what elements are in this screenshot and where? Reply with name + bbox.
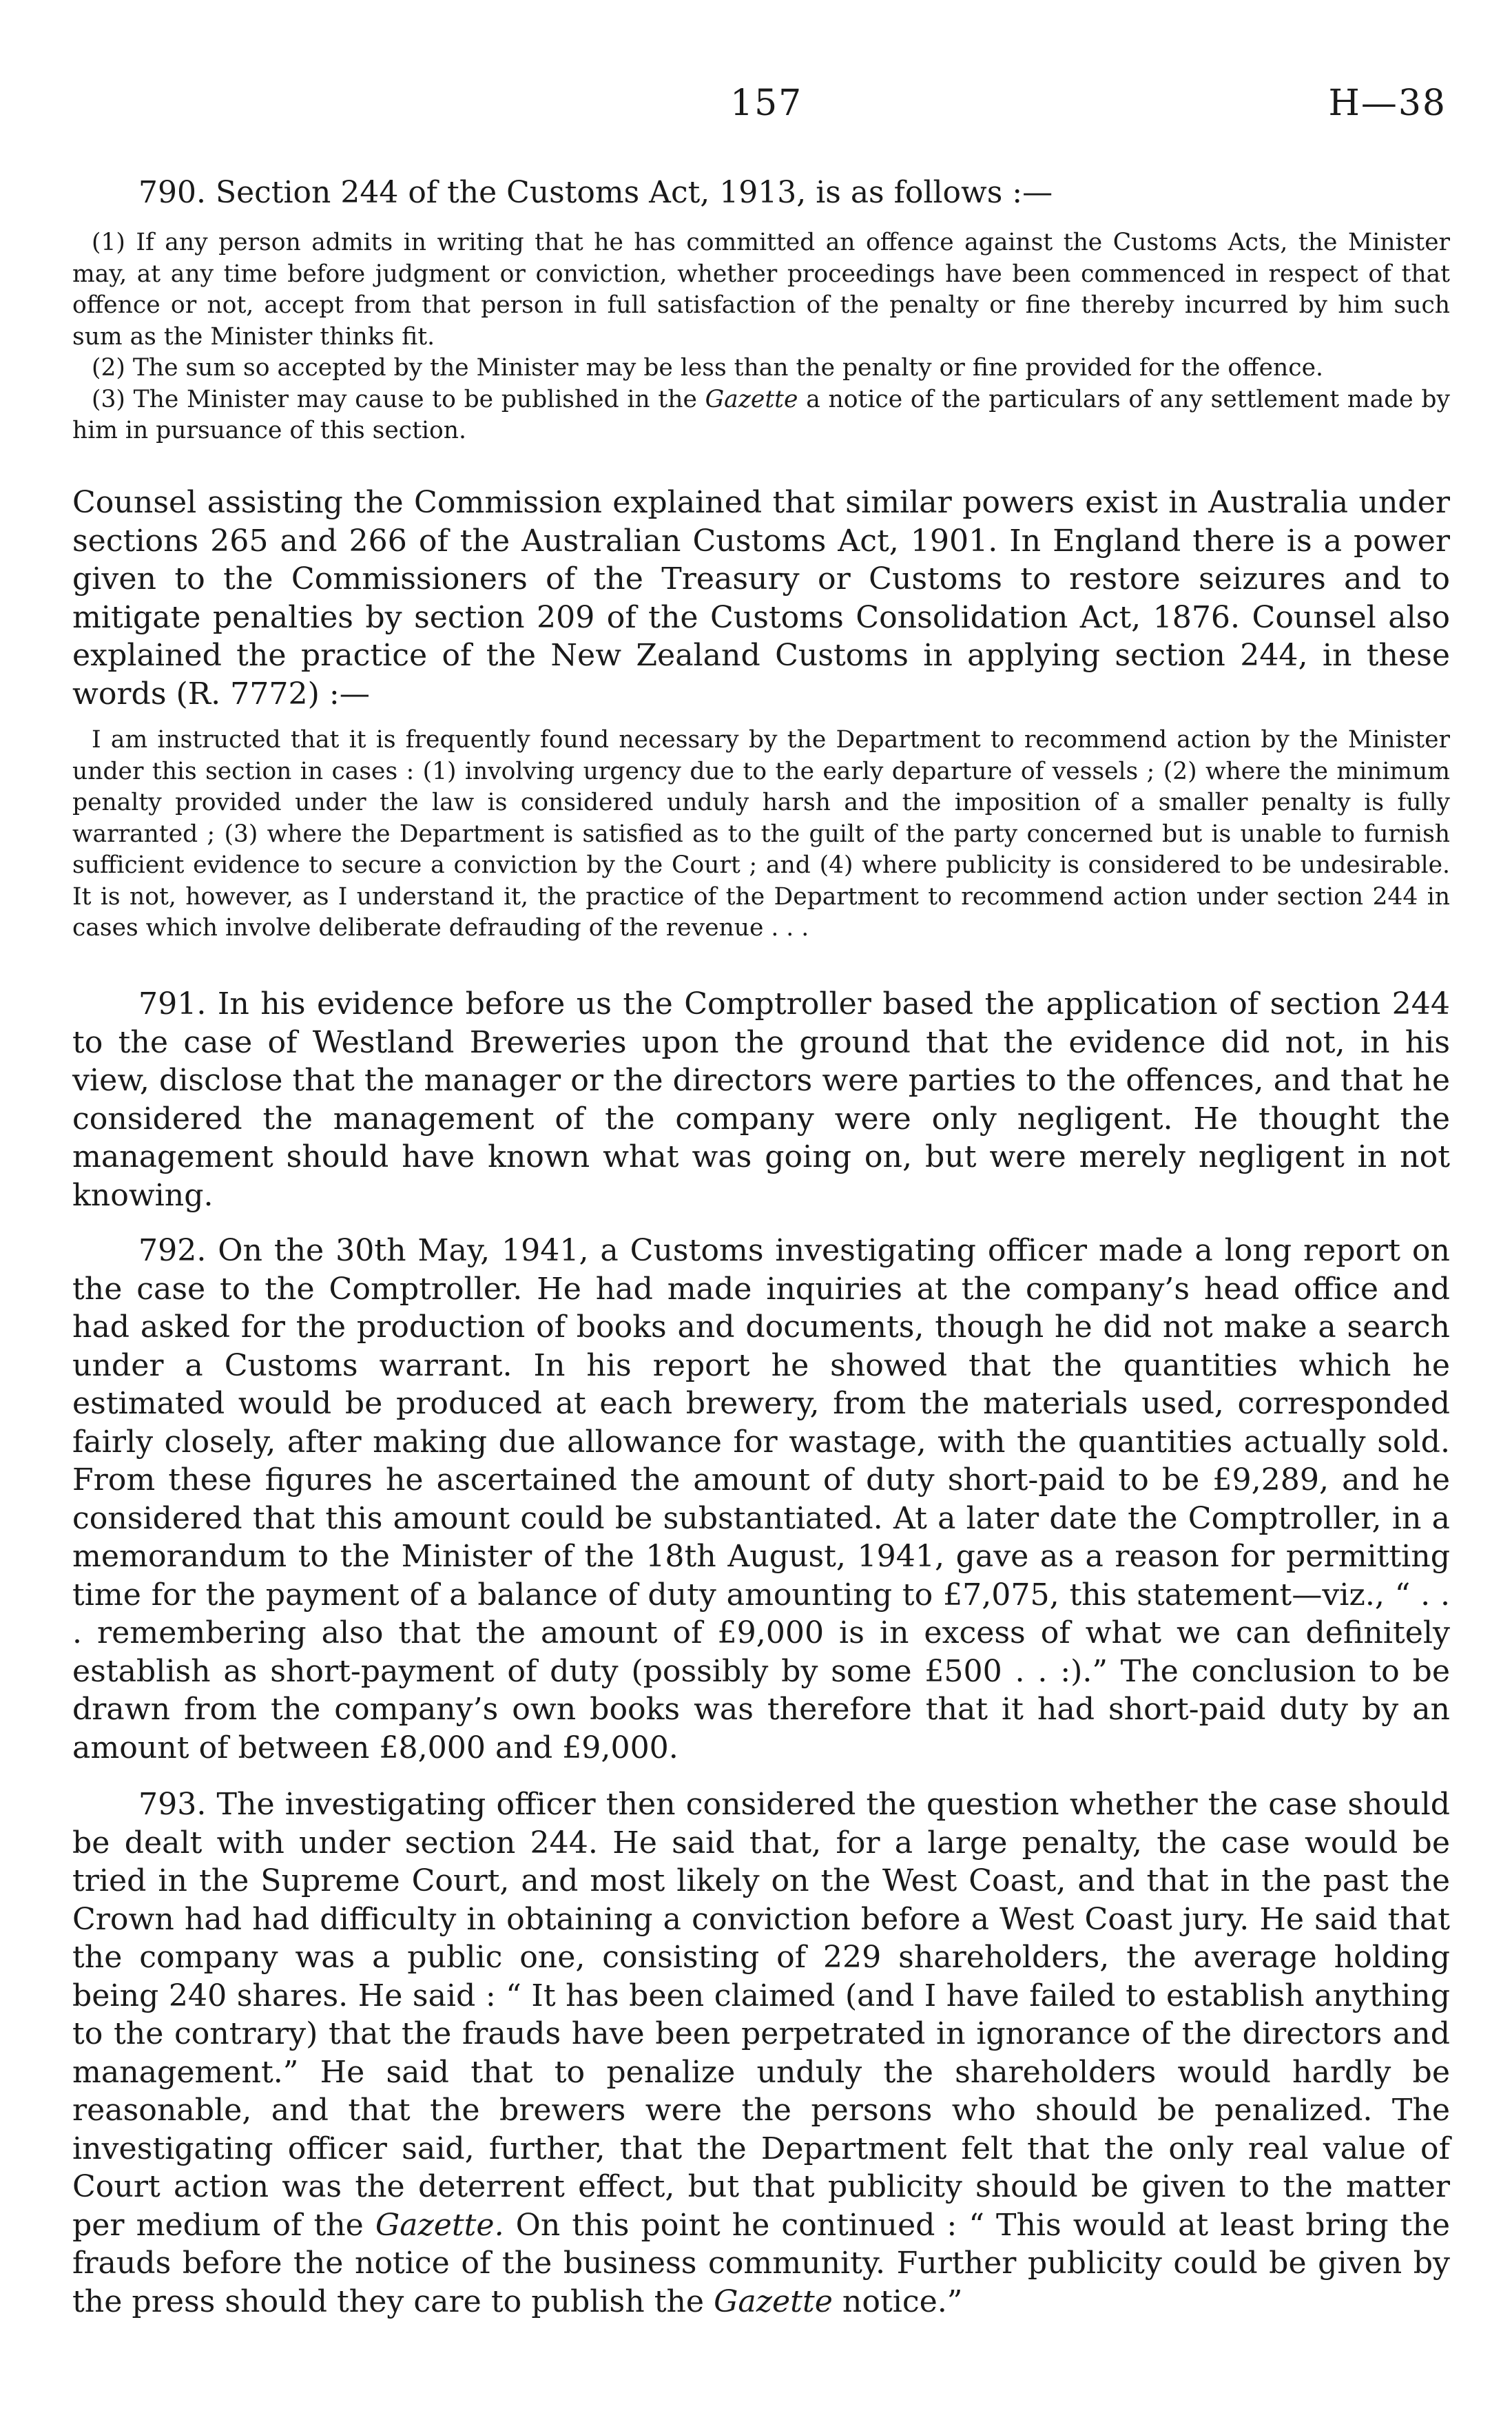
paragraph-790-intro: 790. Section 244 of the Customs Act, 1913, is as follows :— xyxy=(138,175,1053,210)
page-header xyxy=(0,83,1512,131)
subsection-3-end: a notice of the particulars of any settlement made by him in pursuance of this section. xyxy=(72,385,1450,444)
paragraph-791: 791. In his evidence before us the Comptroller based the application of section 244 to the case of Westland Breweries upon the ground that the evidence did not, in his view, disclose that the manager or the directors were parties to the offences, and that he considered the management of the company were only negligent. He thought the management should have known what was going on, but were merely negligent in not knowing. xyxy=(72,986,1450,1213)
gazette-italic-2: Gazette xyxy=(714,2283,833,2319)
subsection-2: (2) The sum so accepted by the Minister may be less than the penalty or fine provided for the offence. xyxy=(92,354,1323,382)
subsection-1: (1) If any person admits in writing that he has committed an offence against the Customs Acts, the Minister may, at any time before judgment or conviction, whether proceedings have been commenced in respect of that offence or not, accept from that person in full satisfaction of the penalty or fine thereby incurred by him such sum as the Minister thinks fit. xyxy=(72,229,1450,351)
subsection-3 xyxy=(72,384,1450,447)
document-reference: H—38 xyxy=(1328,83,1447,124)
paragraph-793-part-2: On this point he continued : “ This would at least bring the frauds before the notice of the business community. Further publicity could be given by the press should they care to publish the xyxy=(72,2207,1450,2319)
paragraph-793-part-1: 793. The investigating officer then considered the question whether the case should be dealt with under section 244. He said that, for a large penalty, the case would be tried in the Supreme Court, and most likely on the West Coast, and that in the past the Crown had had difficulty in obtaining a conviction before a West Coast jury. He said that the company was a public one, consisting of 229 shareholders, the average holding being 240 shares. He said : “ It has been claimed (and I have failed to establish anything to the contrary) that the frauds have been perpetrated in ignorance of the directors and management.” He said that to penalize unduly the shareholders would hardly be reasonable, and that the brewers were the persons who should be penalized. The investigating officer said, further, that the Department felt that the only real value of Court action was the deterrent effect, but that publicity should be given to the matter per medium of the xyxy=(72,1787,1450,2243)
gazette-italic: Gazette xyxy=(705,385,798,413)
instruction-text: I am instructed that it is frequently found necessary by the Department to recommend action by the Minister under this section in cases : (1) involving urgency due to the early departure of vessels ; (2) where the minimum penalty provided under the law is considered unduly harsh and the imposition of a smaller penalty is fully warranted ; (3) where the Department is satisfied as to the guilt of the party concerned but is unable to furnish sufficient evidence to secure a conviction by the Court ; and (4) where publicity is considered to be undesirable. It is not, however, as I understand it, the practice of the Department to recommend action under section 244 in cases which involve deliberate defrauding of the revenue . . . xyxy=(72,726,1450,942)
page-number: 157 xyxy=(730,83,803,124)
quoted-instruction xyxy=(72,725,1450,944)
quoted-section-244 xyxy=(72,227,1450,447)
paragraph-793 xyxy=(72,1785,1450,2321)
subsection-3-start: (3) The Minister may cause to be published in the xyxy=(92,385,705,413)
gazette-italic-1: Gazette. xyxy=(375,2207,504,2243)
paragraph-792: 792. On the 30th May, 1941, a Customs investigating officer made a long report on the case to the Comptroller. He had made inquiries at the company’s head office and had asked for the production of books and documents, though he did not make a search under a Customs warrant. In his report he showed that the quantities which he estimated would be produced at each brewery, from the materials used, corresponded fairly closely, after making due allowance for wastage, with the quantities actually sold. From these figures he ascertained the amount of duty short-paid to be £9,289, and he considered that this amount could be substantiated. At a later date the Comptroller, in a memorandum to the Minister of the 18th August, 1941, gave as a reason for permitting time for the payment of a balance of duty amounting to £7,075, this statement—viz., “ . . . remembering also that the amount of £9,000 is in excess of what we can definitely establish as short-payment of duty (possibly by some £500 . . :).” The conclusion to be drawn from the company’s own books was therefore that it had short-paid duty by an amount of between £8,000 and £9,000. xyxy=(72,1233,1450,1765)
paragraph-793-part-3: notice.” xyxy=(832,2283,963,2319)
counsel-paragraph: Counsel assisting the Commission explained that similar powers exist in Australia under sections 265 and 266 of the Australian Customs Act, 1901. In England there is a power given to the Commissioners of the Treasury or Customs to restore seizures and to mitigate penalties by section 209 of the Customs Consolidation Act, 1876. Counsel also explained the practice of the New Zealand Customs in applying section 244, in these words (R. 7772) :— xyxy=(72,485,1450,712)
